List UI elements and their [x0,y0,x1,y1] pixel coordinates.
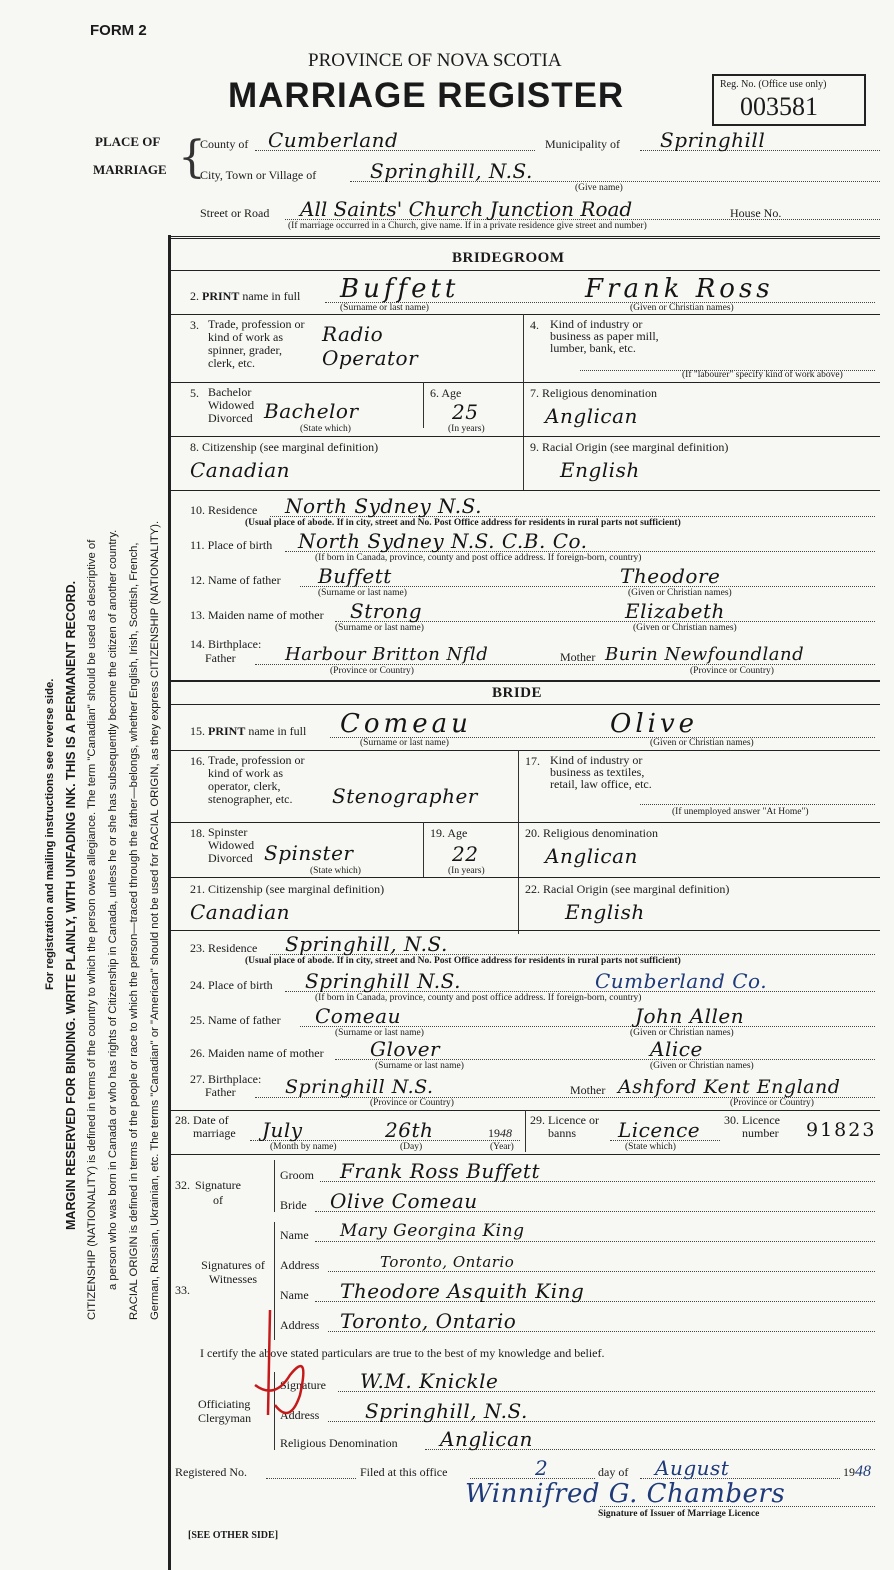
caption-day: (Day) [400,1142,423,1152]
bride-mother-given: Alice [650,1037,703,1061]
day-of-label: day of [598,1465,629,1479]
religion-label: Religious denomination [543,826,658,840]
page-title: MARRIAGE REGISTER [228,76,625,115]
filed-day: 2 [535,1456,549,1480]
caption-state-which: (State which) [310,866,361,876]
groom-sig-label: Groom [280,1168,314,1182]
witness1-address: Toronto, Ontario [380,1253,515,1271]
licence-number: 91823 [806,1119,877,1141]
caption-residence: (Usual place of abode. If in city, street and No. Post Office address for residents in rural parts not sufficient) [245,956,681,966]
w1-name-label: Name [280,1228,309,1242]
bride-industry-label: Kind of industry or business as textiles, retail, law office, etc. [550,753,652,791]
mother-label: Maiden name of mother [208,1046,324,1060]
clergy-denomination-label: Religious Denomination [280,1436,398,1450]
marriage-month: July [262,1118,303,1142]
licence-or-banns: Licence [618,1118,701,1142]
groom-father-surname: Buffett [318,564,392,588]
witness2-name: Theodore Asquith King [340,1279,585,1303]
street-label: Street or Road [200,206,270,220]
issuer-signature: Winnifred G. Chambers [465,1479,786,1509]
county-value: Cumberland [268,128,399,152]
caption-given: (Given or Christian names) [650,1061,754,1071]
bride-trade-label: Trade, profession or kind of work as operator, clerk, stenographer, etc. [208,753,305,806]
bride-father-surname: Comeau [315,1004,401,1028]
groom-trade: Radio Operator [322,322,419,370]
caption-province: (Province or Country) [330,666,414,676]
groom-given: Frank Ross [585,274,774,304]
margin-line-5: RACIAL ORIGIN is defined in terms of the people or race to which the person—traced through the father—belongs, whether English, Irish, Scottish, French, [128,542,140,1320]
reg-no: 003581 [740,92,818,121]
licence-label: Licence or banns [548,1113,599,1140]
witness1-name: Mary Georgina King [340,1221,525,1241]
groom-industry-label: Kind of industry or business as paper mill, lumber, bank, etc. [550,317,659,355]
witness2-address: Toronto, Ontario [340,1309,517,1333]
issuer-signature-label: Signature of Issuer of Marriage Licence [598,1509,760,1519]
street-value: All Saints' Church Junction Road [300,197,633,221]
marriage-day: 26th [385,1118,434,1142]
place-label-2: MARRIAGE [93,162,167,177]
licence-number-label: Licence number [742,1113,780,1140]
groom-father-birthplace: Harbour Britton Nfld [285,644,489,665]
bride-mother-surname: Glover [370,1037,441,1061]
bride-mother-birthplace: Ashford Kent England [618,1076,841,1098]
municipality-value: Springhill [660,128,766,152]
house-no-label: House No. [730,206,782,220]
signature-of-label: Signature of [195,1178,241,1207]
residence-label: Residence [208,503,258,517]
groom-racial: English [560,458,640,482]
caption-surname: (Surname or last name) [318,588,407,598]
bride-religion: Anglican [545,844,638,868]
filed-year: 48 [855,1463,871,1480]
red-check-mark [250,1305,325,1430]
clergy-signature-label: Signature [280,1378,326,1392]
see-other-side: [SEE OTHER SIDE] [188,1530,279,1541]
caption-surname: (Surname or last name) [360,738,449,748]
year-prefix: 19 [488,1126,500,1140]
w2-address-label: Address [280,1318,320,1332]
print-label: PRINT [208,724,246,738]
bride-status: Spinster [264,841,354,865]
brace: { [178,132,206,183]
bride-citizenship: Canadian [190,900,291,924]
groom-citizenship: Canadian [190,458,291,482]
birthplace-label: Birthplace: [208,1072,262,1086]
groom-father-given: Theodore [620,564,721,588]
county-label: County of [200,137,249,151]
bride-birthplace-county: Cumberland Co. [595,969,768,993]
groom-age: 25 [452,400,479,424]
reg-no-label: Reg. No. (Office use only) [720,79,827,90]
groom-residence: North Sydney N.S. [285,494,482,518]
form-number: FORM 2 [90,22,147,39]
province-title: PROVINCE OF NOVA SCOTIA [308,50,562,71]
filed-year-prefix: 19 [843,1465,855,1479]
caption-given: (Given or Christian names) [628,588,732,598]
mother-short-label: Mother [560,650,596,664]
bride-sig-label: Bride [280,1198,307,1212]
place-birth-label: Place of birth [208,978,273,992]
caption-surname: (Surname or last name) [340,303,429,313]
street-note: (If marriage occurred in a Church, give name. If in a private residence give street and number) [288,221,647,231]
margin-line-2: MARGIN RESERVED FOR BINDING. WRITE PLAINLY, WITH UNFADING INK. THIS IS A PERMANENT RECORD. [64,580,78,1230]
bride-signature: Olive Comeau [330,1189,478,1213]
birthplace-label: Birthplace: [208,637,262,651]
father-label: Name of father [208,573,281,587]
caption-surname: (Surname or last name) [335,623,424,633]
bride-father-birthplace: Springhill N.S. [285,1076,434,1098]
caption-surname: (Surname or last name) [375,1061,464,1071]
margin-instructions [40,270,166,1320]
margin-line-4: a person who was born in Canada or who has rights of Citizenship in Canada, unless he or she has subsequently become the citizen of another country. [107,529,119,1290]
w1-address-label: Address [280,1258,320,1272]
filed-label: Filed at this office [360,1465,448,1479]
w2-name-label: Name [280,1288,309,1302]
city-value: Springhill, N.S. [370,159,533,183]
father-short-label: Father [205,1085,236,1099]
margin-line-6: German, Russian, Ukrainian, etc. The terms "Canadian" or "American" should not be used for RACIAL ORIGIN, as they express CITIZENSHIP (NATIONALITY). [149,520,161,1320]
caption-state-which: (State which) [300,424,351,434]
clergy-address: Springhill, N.S. [365,1399,528,1423]
residence-label: Residence [208,941,258,955]
municipality-label: Municipality of [545,137,620,151]
caption-year: (Year) [490,1142,514,1152]
caption-residence: (Usual place of abode. If in city, street and No. Post Office address for residents in rural parts not sufficient) [245,518,681,528]
father-short-label: Father [205,651,236,665]
clergyman-label: Officiating Clergyman [198,1397,252,1425]
place-birth-label: Place of birth [207,538,273,552]
groom-status-label: Bachelor Widowed Divorced [208,385,255,425]
caption-unemployed: (If unemployed answer "At Home") [672,807,809,817]
racial-label: Racial Origin (see marginal definition) [543,882,730,896]
mother-short-label: Mother [570,1083,606,1097]
place-label-1: PLACE OF [95,134,161,149]
clergy-signature: W.M. Knickle [360,1369,499,1393]
caption-province: (Province or Country) [690,666,774,676]
margin-line-1: For registration and mailing instructions see reverse side. [44,678,56,990]
print-label: PRINT [202,289,240,303]
reg-no-box [712,74,866,126]
name-label: name in full [248,724,307,738]
name-label: name in full [242,289,301,303]
witnesses-label: Signatures of Witnesses [201,1258,265,1286]
caption-given: (Given or Christian names) [650,738,754,748]
caption-surname: (Surname or last name) [335,1028,424,1038]
caption-given: (Given or Christian names) [633,623,737,633]
bride-trade: Stenographer [332,784,478,808]
caption-province: (Province or Country) [730,1098,814,1108]
caption-state-which: (State which) [625,1142,676,1152]
margin-line-3: CITIZENSHIP (NATIONALITY) is defined in terms of the country to which the person owes allegiance. The term "Canadian" should be used as descriptive of [86,539,98,1320]
groom-trade-label: Trade, profession or kind of work as spinner, grader, clerk, etc. [208,317,305,370]
bride-father-given: John Allen [635,1004,745,1028]
racial-label: Racial Origin (see marginal definition) [542,440,729,454]
filed-month: August [655,1456,730,1480]
caption-labourer: (If "labourer" specify kind of work above) [682,370,843,380]
clergy-denomination: Anglican [440,1427,533,1451]
bridegroom-header: BRIDEGROOM [452,250,565,266]
caption-month: (Month by name) [270,1142,337,1152]
groom-religion: Anglican [545,404,638,428]
father-label: Name of father [208,1013,281,1027]
age-label: Age [441,386,462,400]
caption-given: (Given or Christian names) [630,303,734,313]
groom-mother-given: Elizabeth [625,599,725,623]
groom-mother-surname: Strong [350,599,423,623]
groom-mother-birthplace: Burin Newfoundland [605,644,805,665]
bride-residence: Springhill, N.S. [285,932,448,956]
mother-label: Maiden name of mother [208,608,324,622]
groom-surname: Buffett [340,274,460,304]
clergy-address-label: Address [280,1408,320,1422]
bride-header: BRIDE [492,685,543,701]
bride-status-label: Spinster Widowed Divorced [208,825,255,865]
groom-status: Bachelor [264,399,359,423]
bride-age: 22 [452,842,479,866]
caption-in-years: (In years) [448,424,485,434]
date-label: Date of marriage [193,1113,236,1140]
caption-given: (Given or Christian names) [630,1028,734,1038]
city-label: City, Town or Village of [200,168,317,182]
certify-statement: I certify the above stated particulars are true to the best of my knowledge and belief. [200,1346,605,1360]
citizenship-label: Citizenship (see marginal definition) [202,440,379,454]
give-name-caption: (Give name) [575,183,623,193]
bride-racial: English [565,900,645,924]
caption-province: (Province or Country) [370,1098,454,1108]
marriage-year: 48 [500,1126,512,1140]
bride-surname: Comeau [340,709,472,739]
groom-birthplace: North Sydney N.S. C.B. Co. [298,529,588,553]
groom-signature: Frank Ross Buffett [340,1159,540,1183]
caption-in-years: (In years) [448,866,485,876]
religion-label: Religious denomination [542,386,657,400]
caption-birth: (If born in Canada, province, county and post office address. If foreign-born, country) [315,993,642,1003]
caption-birth: (If born in Canada, province, county and post office address. If foreign-born, country) [315,553,642,563]
bride-birthplace: Springhill N.S. [305,969,461,993]
registered-no-label: Registered No. [175,1465,247,1479]
bride-given: Olive [610,709,699,739]
citizenship-label: Citizenship (see marginal definition) [208,882,385,896]
age-label: Age [447,826,468,840]
